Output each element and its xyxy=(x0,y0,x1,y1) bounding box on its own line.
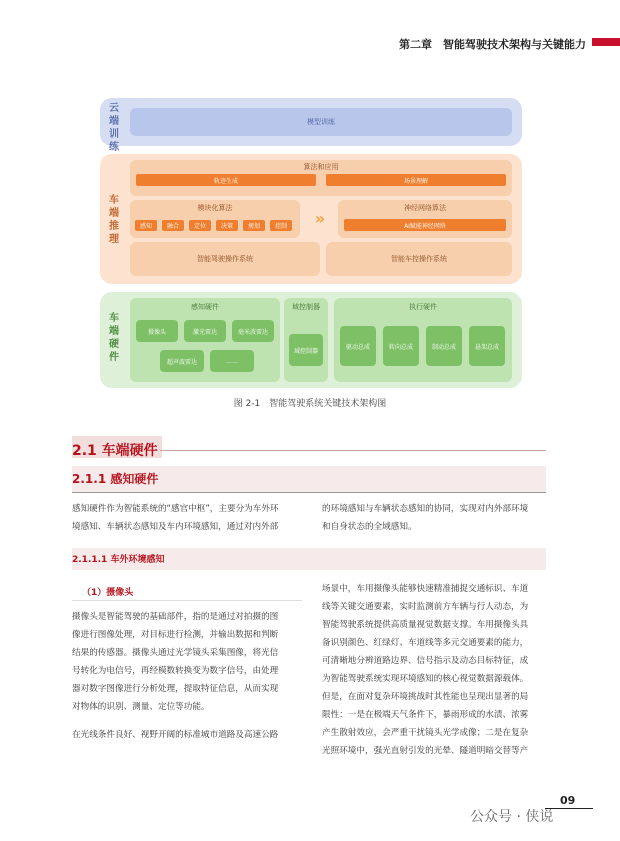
subsection-heading: 2.1.1 感知硬件 xyxy=(72,472,159,486)
model-training-box: 模型训练 xyxy=(130,108,512,136)
text-line: 备识别颜色、红绿灯、车道线等多元交通要素的能力， xyxy=(322,638,529,648)
section-heading: 2.1 车端硬件 xyxy=(72,443,158,459)
chapter-title: 第二章 智能驾驶技术架构与关键能力 xyxy=(399,38,586,51)
module-planning: 规划 xyxy=(243,220,265,231)
text-line: 对物体的识别、测量、定位等功能。 xyxy=(72,702,210,712)
body-right-column xyxy=(322,580,552,760)
module-decision: 决策 xyxy=(216,220,238,231)
text-line: 像进行图像处理，对目标进行检测，并输出数据和判断 xyxy=(72,630,279,640)
text-line: 限性：一是在极端天气条件下，暴雨形成的水渍、浓雾 xyxy=(322,710,529,720)
ai-neural-network-box: AI赋能神经网络 xyxy=(344,219,506,231)
ultrasonic-radar-box: 超声波雷达 xyxy=(160,350,204,372)
vehicle-layer-label: 车端推理 xyxy=(109,195,119,245)
text-line: 境感知、车辆状态感知及车内环境感知，通过对内外部 xyxy=(72,522,279,532)
body-left-column xyxy=(72,608,308,744)
text-line: 在光线条件良好、视野开阔的标准城市道路及高速公路 xyxy=(72,730,279,740)
architecture-diagram xyxy=(100,98,522,388)
text-line: 器对数字图像进行分析处理，提取特征信息，从而实现 xyxy=(72,684,279,694)
domain-controller-panel xyxy=(284,298,328,382)
vehicle-inference-layer xyxy=(100,154,522,284)
camera-box: 摄像头 xyxy=(136,320,178,342)
domain-controller-box: 域控制器 xyxy=(289,334,323,366)
hardware-layer-label: 车端硬件 xyxy=(109,313,119,363)
arrow-icon: » xyxy=(314,208,326,228)
drive-assembly-box: 驱动总成 xyxy=(340,326,376,366)
modular-algorithm-title: 模块化算法 xyxy=(197,204,233,212)
item-heading-rule xyxy=(72,600,302,601)
module-perception: 感知 xyxy=(135,220,157,231)
autonomous-driving-os-box: 智能驾驶操作系统 xyxy=(130,242,320,276)
figure-caption: 图 2-1 智能驾驶系统关键技术架构图 xyxy=(233,399,387,409)
text-line: 场景中，车用摄像头能够快速精准捕捉交通标识、车道 xyxy=(322,584,529,594)
module-localization: 定位 xyxy=(189,220,211,231)
scene-understanding-box: 场景理解 xyxy=(326,174,506,186)
cloud-layer-label: 云端训练 xyxy=(109,103,119,153)
text-line: 结果的传感器。摄像头通过光学镜头采集图像，将光信 xyxy=(72,648,279,658)
page-number: 09 xyxy=(560,794,576,807)
watermark: 公众号 · 侠说 xyxy=(470,809,554,825)
chapter-accent-bar xyxy=(592,38,620,46)
text-line: 摄像头是智能驾驶的基础部件，指的是通过对拍摄的图 xyxy=(72,612,279,622)
sensor-hardware-title: 感知硬件 xyxy=(191,303,219,311)
module-control: 控制 xyxy=(270,220,292,231)
mmwave-radar-box: 毫米波雷达 xyxy=(232,320,274,342)
suspension-assembly-box: 悬架总成 xyxy=(469,326,505,366)
algorithm-application-panel xyxy=(130,160,512,196)
subsubsection-heading: 2.1.1.1 车外环境感知 xyxy=(72,555,165,565)
vehicle-control-os-box: 智能车控操作系统 xyxy=(326,242,512,276)
text-line: 的环境感知与车辆状态感知的协同，实现对内外部环境 xyxy=(322,504,529,514)
text-line: 产生散射效应，会严重干扰镜头光学成像；二是在复杂 xyxy=(322,728,529,738)
module-fusion: 融合 xyxy=(162,220,184,231)
text-line xyxy=(72,716,308,726)
steering-assembly-box: 转向总成 xyxy=(383,326,419,366)
brake-assembly-box: 制动总成 xyxy=(426,326,462,366)
text-line: 和自身状态的全域感知。 xyxy=(322,522,417,532)
text-line: 为智能驾驶系统实现环境感知的核心视觉数据源载体。 xyxy=(322,674,529,684)
neural-network-panel xyxy=(338,200,512,238)
intro-right-column xyxy=(322,500,552,536)
actuator-hardware-title: 执行硬件 xyxy=(409,303,437,311)
neural-network-title: 神经网络算法 xyxy=(404,204,446,212)
text-line: 可清晰地分辨道路边界、信号指示及动态目标特征，成 xyxy=(322,656,529,666)
cloud-layer xyxy=(100,98,522,153)
trajectory-generation-box: 轨迹生成 xyxy=(136,174,316,186)
text-line: 但是，在面对复杂环境挑战时其性能也呈现出显著的局 xyxy=(322,692,529,702)
lidar-box: 激光雷达 xyxy=(184,320,226,342)
more-sensors-box: …… xyxy=(210,350,254,372)
text-line: 智能驾驶系统提供高质量视觉数据支撑。车用摄像头具 xyxy=(322,620,529,630)
item-heading: （1）摄像头 xyxy=(82,588,134,598)
text-line: 线等关键交通要素，实时监测前方车辆与行人动态，为 xyxy=(322,602,529,612)
modular-algorithm-panel xyxy=(130,200,300,238)
sensor-hardware-panel xyxy=(130,298,280,382)
text-line: 光照环境中，强光直射引发的光晕、隧道明暗交替等产 xyxy=(322,746,529,756)
algorithm-application-title: 算法和应用 xyxy=(303,163,339,171)
intro-left-column xyxy=(72,500,308,536)
subsection-heading-rule xyxy=(72,492,546,493)
text-line: 号转化为电信号，再经模数转换变为数字信号，由处理 xyxy=(72,666,279,676)
text-line: 感知硬件作为智能系统的“感官中枢”，主要分为车外环 xyxy=(72,504,279,514)
actuator-hardware-panel xyxy=(334,298,512,382)
section-heading-rule xyxy=(160,450,546,451)
domain-controller-title: 域控制器 xyxy=(292,303,320,311)
vehicle-hardware-layer xyxy=(100,292,522,388)
